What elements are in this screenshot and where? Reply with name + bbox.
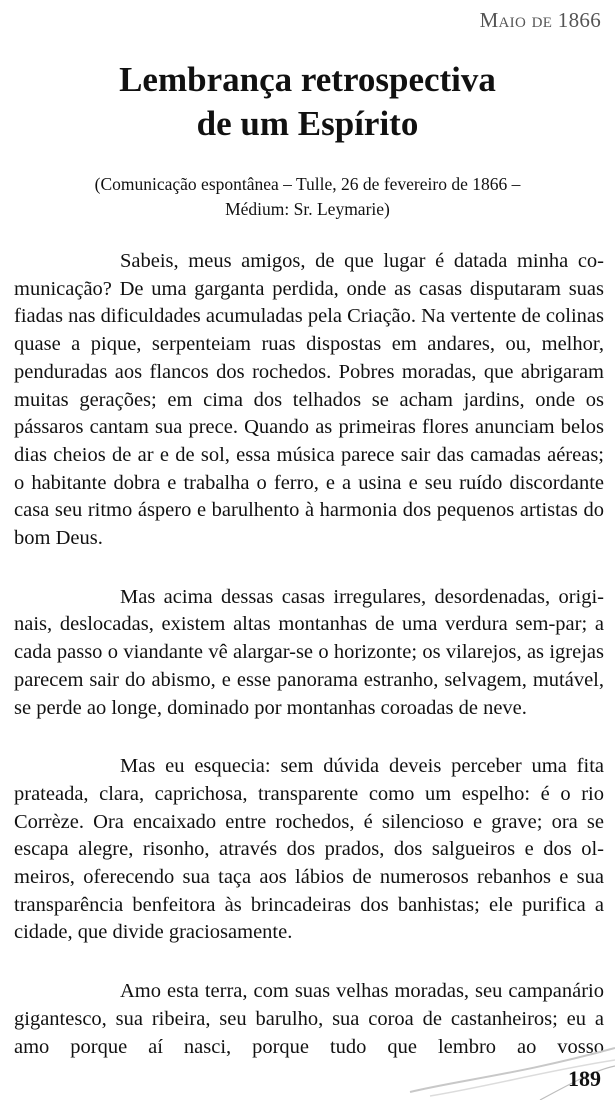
title-line-2: de um Espírito bbox=[196, 104, 419, 143]
article-body bbox=[14, 248, 604, 1092]
paragraph-2: Mas acima dessas casas irregulares, desordenadas, originais, deslocadas, existem altas montanhas de uma verdura sem-par; a cada passo o viandante vê alargar-se o horizonte; os vilarejos, as igrejas parecem sair do abismo, e esse panorama estranho, selvagem, mutável, se perde ao longe, dominado por montanhas coroadas de neve. bbox=[14, 585, 604, 719]
running-head: Maio de 1866 bbox=[479, 8, 601, 32]
page-title bbox=[0, 58, 615, 146]
subtitle-line-2: Médium: Sr. Leymarie) bbox=[225, 199, 390, 219]
paragraph-1: Sabeis, meus amigos, de que lugar é datada minha comunicação? De uma garganta perdida, onde as casas disputaram suas fiadas nas dificuldades acumuladas pela Criação. Na vertente de colinas quase a pique, serpenteiam ruas dispostas em andares, ou, melhor, penduradas aos flancos dos rochedos. Pobres moradas, que abrigaram muitas gerações; em cima dos telhados se acham jardins, onde os pássaros cantam sua prece. Quando as primeiras flores anunciam belos dias cheios de ar e de sol, essa música parece sair das camadas aéreas; o habitante dobra e trabalha o ferro, e a usina e seu ruído discordante casa seu ritmo áspero e barulhento à harmonia dos pequenos artistas do bom Deus. bbox=[14, 250, 604, 550]
page-number: 189 bbox=[568, 1066, 601, 1091]
subtitle-line-1: (Comunicação espontânea – Tulle, 26 de fevereiro de 1866 – bbox=[94, 174, 521, 194]
paragraph-3: Mas eu esquecia: sem dúvida deveis perceber uma fita prateada, clara, caprichosa, transparente como um espelho: é o rio Corrèze. Ora encaixado entre rochedos, é silencioso e grave; ora se escapa alegre, risonho, através dos prados, dos salgueiros e dos olmeiros, oferecendo sua taça aos lábios de numerosos rebanhos e sua transparência benfeitora às brincadeiras dos banhistas; ele purifica a cidade, que divide graciosamente. bbox=[14, 755, 604, 944]
title-line-1: Lembrança retrospectiva bbox=[119, 60, 496, 99]
paragraph-4: Amo esta terra, com suas velhas moradas, seu campanário gigantesco, sua ribeira, seu barulho, sua coroa de castanheiros; eu a amo porque aí nasci, porque tudo que lembro ao vosso bbox=[14, 980, 604, 1058]
subtitle bbox=[40, 172, 575, 222]
